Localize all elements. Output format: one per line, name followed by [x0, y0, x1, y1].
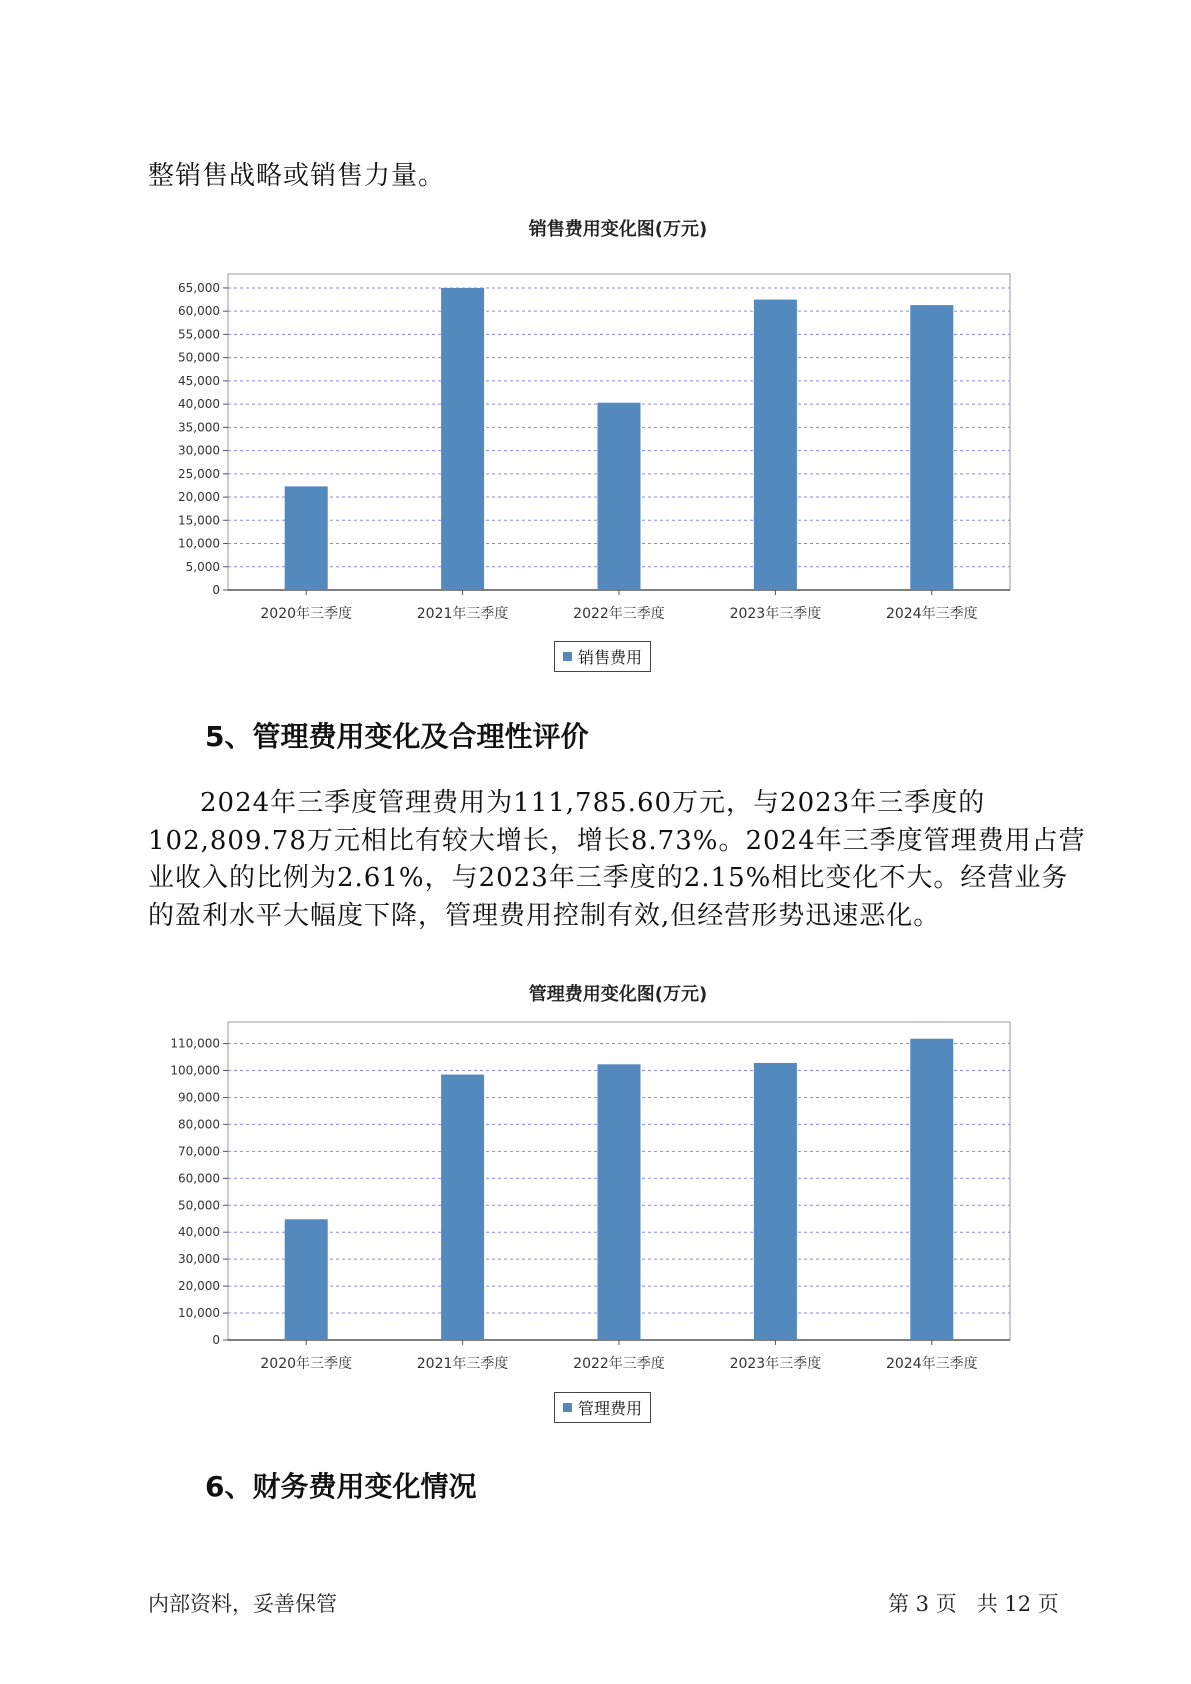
x-tick-label: 2020年三季度 [260, 1356, 353, 1372]
y-tick-label: 50,000 [178, 350, 220, 365]
bar [285, 1219, 328, 1340]
y-tick-label: 60,000 [178, 1171, 220, 1186]
y-tick-label: 40,000 [178, 397, 220, 412]
body-line: 的盈利水平大幅度下降，管理费用控制有效,但经营形势迅速恶化。 [148, 900, 941, 931]
y-tick-label: 40,000 [178, 1225, 220, 1240]
y-tick-label: 60,000 [178, 304, 220, 319]
footer-confidential: 内部资料，妥善保管 [148, 1592, 337, 1616]
x-tick-label: 2024年三季度 [885, 1356, 978, 1372]
y-tick-label: 65,000 [178, 280, 220, 295]
x-tick-label: 2022年三季度 [573, 1356, 665, 1372]
y-tick-label: 35,000 [178, 420, 220, 435]
admin-expense-chart-title: 管理费用变化图(万元) [528, 984, 708, 1005]
y-tick-label: 90,000 [178, 1090, 220, 1105]
footer-page-number: 第 3 页 共 12 页 [888, 1592, 1059, 1616]
section-6-heading: 6、财务费用变化情况 [205, 1470, 477, 1503]
x-tick-label: 2023年三季度 [729, 1356, 822, 1372]
y-tick-label: 45,000 [178, 373, 220, 388]
sales-expense-chart-title: 销售费用变化图(万元) [528, 219, 708, 240]
x-tick-label: 2023年三季度 [729, 606, 822, 622]
bar [754, 1063, 797, 1340]
y-tick-label: 30,000 [178, 1252, 220, 1267]
continued-paragraph: 整销售战略或销售力量。 [148, 161, 446, 191]
y-tick-label: 55,000 [178, 327, 220, 342]
x-tick-label: 2021年三季度 [416, 1356, 509, 1372]
bar [910, 1039, 953, 1340]
bar [441, 1075, 484, 1340]
y-tick-label: 30,000 [178, 443, 220, 458]
x-tick-label: 2022年三季度 [573, 606, 665, 622]
y-tick-label: 100,000 [170, 1063, 220, 1078]
legend-label: 销售费用 [578, 648, 643, 667]
y-tick-label: 10,000 [178, 536, 220, 551]
y-tick-label: 50,000 [178, 1198, 220, 1213]
x-tick-label: 2020年三季度 [260, 606, 353, 622]
legend-swatch [563, 1403, 572, 1412]
admin-expense-legend [554, 1392, 651, 1423]
x-tick-label: 2021年三季度 [416, 606, 509, 622]
y-tick-label: 10,000 [178, 1306, 220, 1321]
bar [598, 1064, 641, 1340]
body-line: 业收入的比例为2.61%，与2023年三季度的2.15%相比变化不大。经营业务 [148, 863, 1069, 893]
y-tick-label: 20,000 [178, 490, 220, 505]
x-tick-label: 2024年三季度 [885, 606, 978, 622]
y-tick-label: 25,000 [178, 466, 220, 481]
y-tick-label: 5,000 [185, 559, 220, 574]
y-tick-label: 80,000 [178, 1117, 220, 1132]
legend-label: 管理费用 [578, 1399, 643, 1418]
y-tick-label: 20,000 [178, 1279, 220, 1294]
y-tick-label: 0 [212, 583, 220, 597]
y-tick-label: 70,000 [178, 1144, 220, 1159]
y-tick-label: 15,000 [178, 513, 220, 528]
body-line: 102,809.78万元相比有较大增长，增长8.73%。2024年三季度管理费用占营 [148, 825, 1086, 856]
section-5-heading: 5、管理费用变化及合理性评价 [205, 720, 589, 753]
body-line: 2024年三季度管理费用为111,785.60万元，与2023年三季度的 [200, 788, 986, 818]
y-tick-label: 0 [212, 1333, 220, 1347]
y-tick-label: 110,000 [170, 1036, 220, 1051]
